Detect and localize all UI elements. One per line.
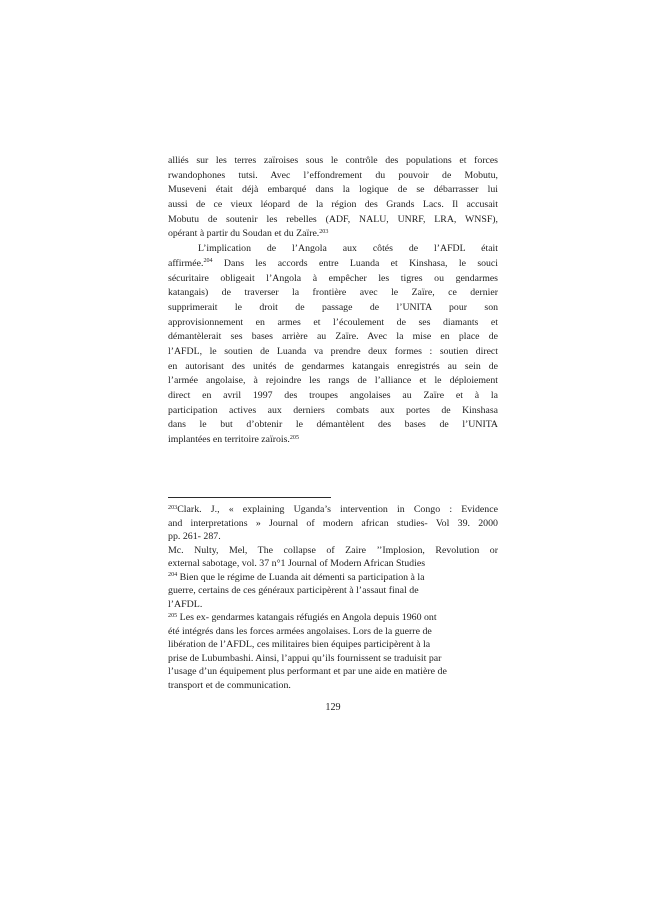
text-line: approvisionnement en armes et l’écoulement de ses diamants et bbox=[168, 316, 498, 328]
text-line: prise de Lubumbashi. Ainsi, l’appui qu’ils fournissent se traduisit par bbox=[168, 652, 442, 664]
text-line: dans le but d’obtenir le démantèlent des bases de l’UNITA bbox=[168, 419, 498, 431]
text-line: opérant à partir du Soudan et du Zaïre.$^{203}$ bbox=[168, 228, 329, 240]
body-text bbox=[168, 154, 498, 448]
text-line: Mobutu de soutenir les rebelles (ADF, NALU, UNRF, LRA, WNSF), bbox=[168, 213, 498, 225]
text-line: guerre, certains de ces généraux participèrent à l’assaut final de bbox=[168, 585, 419, 596]
text-line: été intégrés dans les forces armées angolaises. Lors de la guerre de bbox=[168, 625, 432, 637]
text-line: external sabotage, vol. 37 n°1 Journal of Modern African Studies bbox=[168, 558, 426, 569]
page-number: 129 bbox=[325, 702, 341, 713]
text-line: $^{203}$Clark. J., « explaining Uganda’s intervention in Congo : Evidence bbox=[168, 504, 498, 515]
text-line: libération de l’AFDL, ces militaires bien équipes participèrent à la bbox=[168, 639, 431, 650]
text-line: supprimerait le droit de passage de l’UNITA pour son bbox=[168, 301, 498, 313]
text-line: $^{204}$ Bien que le régime de Luanda ait démenti sa participation à la bbox=[168, 571, 425, 583]
text-line: aussi de ce vieux léopard de la région des Grands Lacs. Il accusait bbox=[168, 199, 498, 211]
footnote-reference: 204 bbox=[168, 572, 178, 579]
text-line: L’implication de l’Angola aux côtés de l’AFDL était bbox=[198, 243, 498, 255]
footnote-203 bbox=[168, 503, 498, 544]
footnote-203-continued bbox=[168, 544, 498, 571]
footnote-reference: 205 bbox=[289, 434, 299, 441]
text-line: pp. 261- 287. bbox=[168, 531, 221, 542]
text-line: alliés sur les terres zaïroises sous le contrôle des populations et forces bbox=[168, 155, 498, 166]
text-line: transport et de communication. bbox=[168, 679, 291, 691]
text-line: katangais) de traverser la frontière avec le Zaïre, ce dernier bbox=[168, 287, 498, 299]
text-line: démantèlerait ses bases arrière au Zaïre. Avec la mise en place de bbox=[168, 331, 498, 343]
text-line: rwandophones tutsi. Avec l’effondrement du pouvoir de Mobutu, bbox=[168, 169, 498, 181]
footnote-reference: 205 bbox=[168, 612, 178, 619]
footnote-reference: 204 bbox=[203, 258, 213, 265]
body-paragraph-1 bbox=[168, 154, 498, 242]
text-line: l’AFDL, le soutien de Luanda va prendre deux formes : soutien direct bbox=[168, 345, 498, 357]
text-line: en autorisant des unités de gendarmes katangais enregistrés au sein de bbox=[168, 360, 498, 372]
text-line: and interpretations » Journal of modern african studies- Vol 39. 2000 bbox=[168, 517, 498, 529]
footnote-204 bbox=[168, 571, 498, 612]
text-line: l’usage d’un équipement plus performant et par une aide en matière de bbox=[168, 666, 447, 677]
text-line: Museveni était déjà embarqué dans la logique de se débarrasser lui bbox=[168, 184, 498, 196]
body-paragraph-2 bbox=[168, 242, 498, 448]
text-line: $^{205}$ Les ex- gendarmes katangais réfugiés en Angola depuis 1960 ont bbox=[168, 612, 437, 623]
footnote-reference: 203 bbox=[319, 229, 329, 236]
text-line: participation actives aux derniers combats aux portes de Kinshasa bbox=[168, 404, 498, 416]
text-line: direct en avril 1997 des troupes angolaises au Zaïre et à la bbox=[168, 390, 498, 401]
footnote-reference: 203 bbox=[168, 504, 178, 511]
text-line: l’AFDL. bbox=[168, 598, 203, 610]
text-line: affirmée.$^{204}$ Dans les accords entre Luanda et Kinshasa, le souci bbox=[168, 257, 498, 269]
text-line: sécuritaire obligeait l’Angola à empêcher les tigres ou gendarmes bbox=[168, 272, 498, 284]
footnote-205 bbox=[168, 611, 498, 692]
footnotes-section bbox=[168, 503, 498, 692]
text-line: l’armée angolaise, à rejoindre les rangs de l’alliance et le déploiement bbox=[168, 375, 498, 387]
text-line: implantées en territoire zaïrois.$^{205}$ bbox=[168, 434, 299, 446]
text-line: Mc. Nulty, Mel, The collapse of Zaire ’’Implosion, Revolution or bbox=[168, 544, 498, 556]
footnote-separator-rule bbox=[168, 497, 331, 498]
